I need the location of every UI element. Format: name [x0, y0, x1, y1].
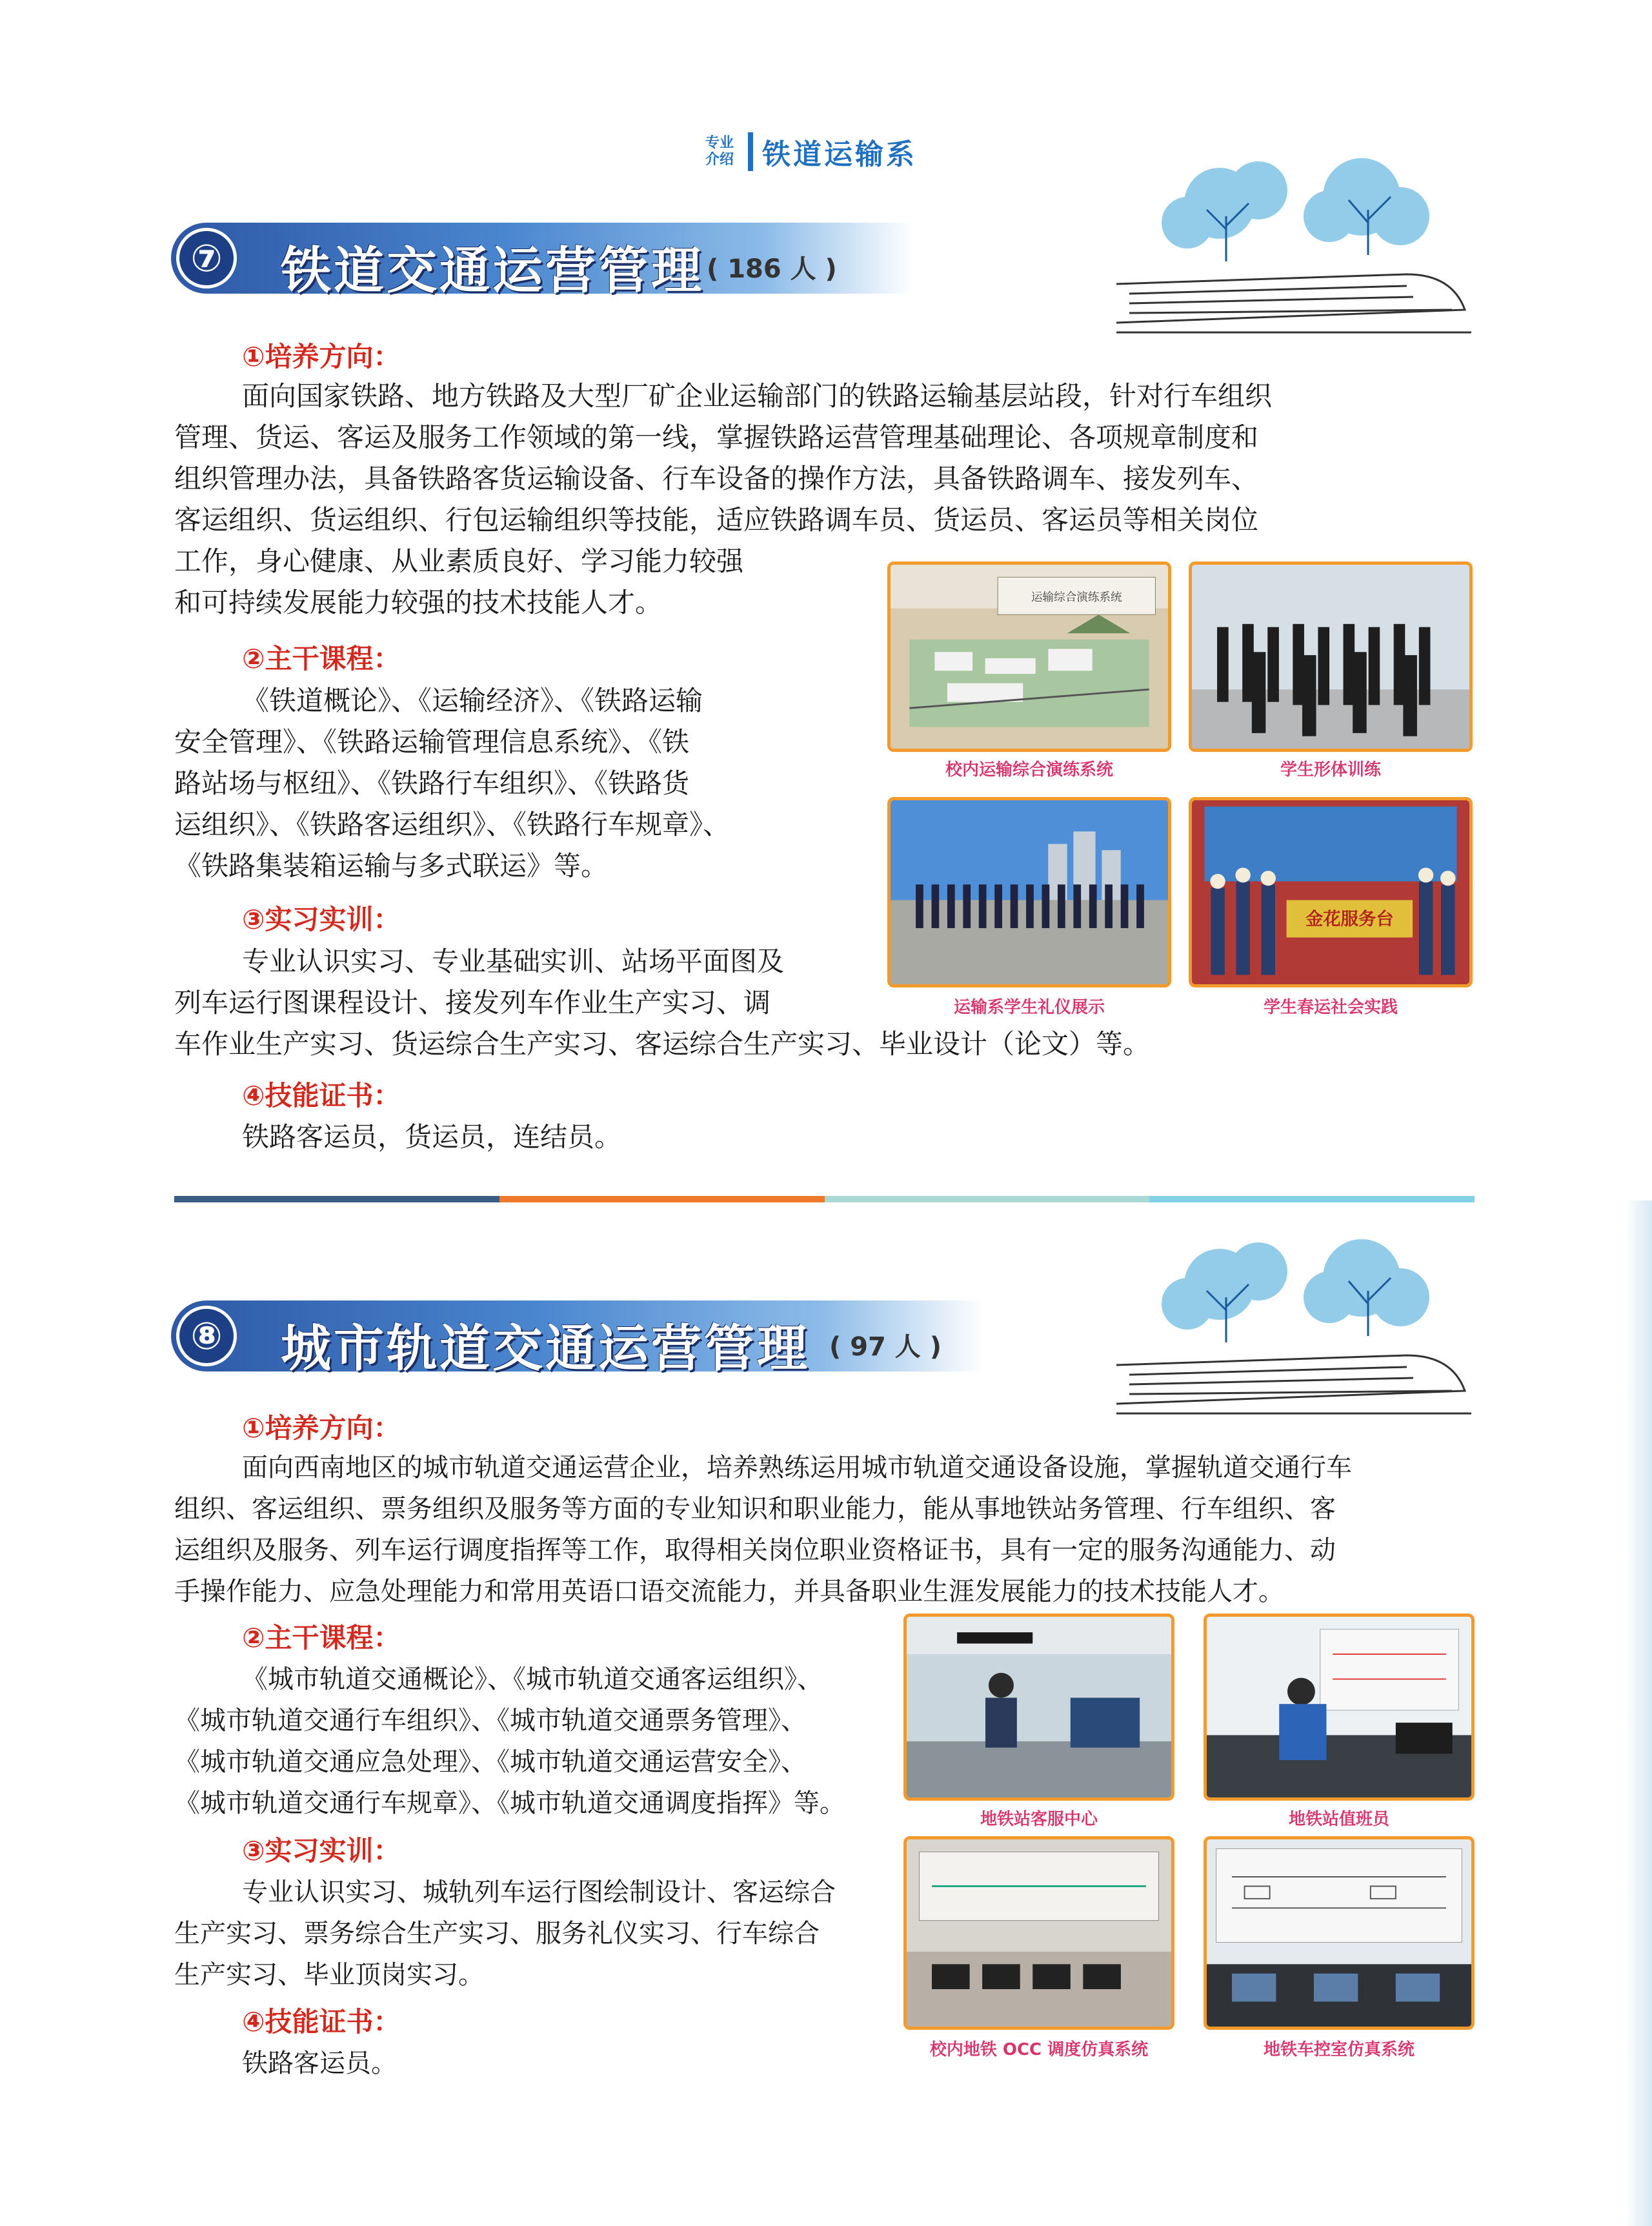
photo-etiquette-show [887, 797, 1171, 987]
section7-direction-heading: ①培养方向： [242, 341, 401, 372]
page-header [700, 129, 917, 174]
section7-courses-heading: ②主干课程： [242, 643, 401, 674]
section8-direction-line: 组织、客运组织、票务组织及服务等方面的专业知识和职业能力，能从事地铁站务管理、行车组织、客 [174, 1494, 1336, 1524]
photo-transport-drill-system [887, 562, 1171, 752]
caption-occ-dispatch-simulation: 校内地铁 OCC 调度仿真系统 [929, 2040, 1149, 2059]
section8-count: ( 97 人 ) [829, 1332, 942, 1362]
caption-metro-service-center: 地铁站客服中心 [980, 1810, 1098, 1829]
intro-tag [700, 132, 739, 171]
section8-cert-line: 铁路客运员。 [242, 2049, 397, 2078]
section7-course-line: 《铁路集装箱运输与多式联运》等。 [174, 850, 609, 882]
intro-tag-line1: 专业 [705, 135, 734, 151]
section7-course-line: 运组织》、《铁路客运组织》、《铁路行车规章》、 [174, 809, 730, 840]
section7-direction-line: 管理、货运、客运及服务工作领域的第一线，掌握铁路运营管理基础理论、各项规章制度和 [174, 421, 1259, 453]
section7-direction-line: 组织管理办法，具备铁路客货运输设备、行车设备的操作方法，具备铁路调车、接发列车、 [174, 463, 1259, 494]
section7-practice-line: 列车运行图课程设计、接发列车作业生产实习、调 [174, 987, 771, 1018]
section8-course-line: 《城市轨道交通概论》、《城市轨道交通客运组织》、 [242, 1664, 823, 1694]
section8-direction-line: 手操作能力、应急处理能力和常用英语口语交流能力，并具备职业生涯发展能力的技术技能人才。 [174, 1577, 1284, 1606]
section7-course-line: 安全管理》、《铁路运输管理信息系统》、《铁 [174, 726, 690, 758]
section8-direction-heading: ①培养方向： [242, 1412, 401, 1444]
section8-courses-heading: ②主干课程： [242, 1622, 401, 1654]
section7-cert-heading: ④技能证书： [242, 1080, 401, 1111]
caption-station-control-simulation: 地铁车控室仿真系统 [1263, 2040, 1415, 2059]
section7-practice-line: 专业认识实习、专业基础实训、站场平面图及 [242, 946, 785, 977]
photo-metro-service-center [903, 1614, 1174, 1801]
photo-metro-duty-officer [1204, 1614, 1475, 1801]
section7-practice-heading: ③实习实训： [242, 904, 401, 935]
photo-spring-festival-practice [1189, 797, 1473, 987]
section7-course-line: 《铁道概论》、《运输经济》、《铁路运输 [242, 685, 703, 716]
photo-occ-dispatch-simulation [903, 1836, 1174, 2030]
service-desk-sign: 金花服务台 [1305, 909, 1394, 930]
section7-practice-line: 车作业生产实习、货运综合生产实习、客运综合生产实习、毕业设计（论文）等。 [174, 1028, 1151, 1060]
section8-course-line: 《城市轨道交通行车规章》、《城市轨道交通调度指挥》等。 [174, 1788, 845, 1818]
section8-course-line: 《城市轨道交通行车组织》、《城市轨道交通票务管理》、 [174, 1706, 807, 1735]
train-tree-illustration [1103, 1226, 1478, 1420]
photo-station-control-simulation [1204, 1836, 1475, 2030]
section7-direction-line: 和可持续发展能力较强的技术技能人才。 [174, 587, 663, 618]
section7-number: ⑦ [176, 228, 237, 288]
section8-practice-line: 专业认识实习、城轨列车运行图绘制设计、客运综合 [242, 1877, 836, 1907]
section7-direction-line: 面向国家铁路、地方铁路及大型厂矿企业运输部门的铁路运输基层站段，针对行车组织 [242, 380, 1273, 412]
section8-practice-heading: ③实习实训： [242, 1835, 401, 1867]
intro-tag-line2: 介绍 [705, 152, 734, 168]
section8-practice-line: 生产实习、票务综合生产实习、服务礼仪实习、行车综合 [174, 1919, 820, 1948]
section7-banner [171, 223, 913, 300]
section8-practice-line: 生产实习、毕业顶岗实习。 [174, 1960, 484, 1990]
drill-system-sign: 运输综合演练系统 [1031, 591, 1122, 605]
section8-banner [171, 1300, 984, 1378]
section7-course-line: 路站场与枢纽》、《铁路行车组织》、《铁路货 [174, 767, 690, 799]
page-edge-decoration [1626, 1200, 1652, 2226]
section8-title: 城市轨道交通运营管理 [281, 1320, 811, 1378]
section7-direction-line: 客运组织、货运组织、行包运输组织等技能，适应铁路调车员、货运员、客运员等相关岗位 [174, 504, 1259, 536]
section8-direction-line: 运组织及服务、列车运行调度指挥等工作，取得相关岗位职业资格证书，具有一定的服务沟通能力、动 [174, 1535, 1336, 1565]
caption-etiquette-show: 运输系学生礼仪展示 [953, 998, 1105, 1017]
caption-transport-drill-system: 校内运输综合演练系统 [945, 760, 1113, 780]
section7-title: 铁道交通运营管理 [281, 242, 705, 300]
section7-cert-line: 铁路客运员，货运员，连结员。 [242, 1121, 622, 1153]
section8-direction-line: 面向西南地区的城市轨道交通运营企业，培养熟练运用城市轨道交通设备设施，掌握轨道交通行车 [242, 1453, 1352, 1482]
caption-spring-festival-practice: 学生春运社会实践 [1263, 998, 1398, 1017]
caption-posture-training: 学生形体训练 [1280, 760, 1381, 780]
train-tree-illustration [1103, 145, 1478, 339]
section7-direction-line: 工作，身心健康、从业素质良好、学习能力较强 [174, 545, 744, 577]
department-name: 铁道运输系 [762, 138, 917, 171]
section-divider [174, 1196, 1475, 1202]
section8-cert-heading: ④技能证书： [242, 2006, 401, 2038]
section8-course-line: 《城市轨道交通应急处理》、《城市轨道交通运营安全》、 [174, 1747, 807, 1777]
photo-posture-training [1189, 562, 1473, 752]
section8-number: ⑧ [176, 1306, 237, 1366]
caption-metro-duty-officer: 地铁站值班员 [1288, 1810, 1389, 1829]
header-divider [748, 132, 753, 171]
section7-count: ( 186 人 ) [707, 254, 837, 284]
